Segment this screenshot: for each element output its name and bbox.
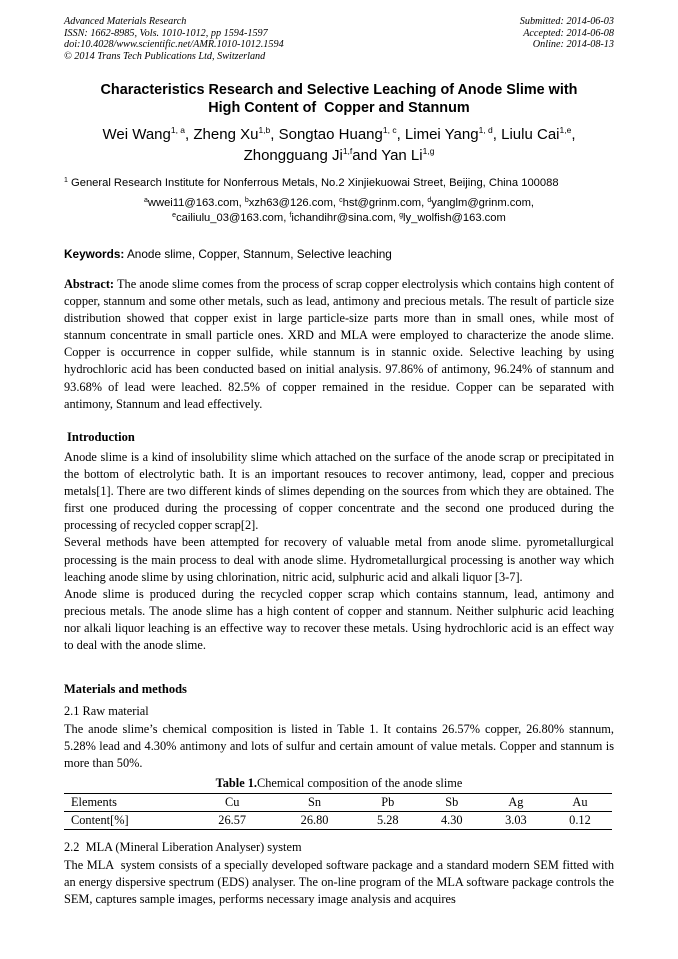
issn-line: ISSN: 1662-8985, Vols. 1010-1012, pp 1594-1597 [64,27,268,39]
table-cell: Content[%] [64,812,191,830]
journal-info [64,16,284,62]
paper-title [50,81,628,117]
keywords [64,247,392,261]
email: $^c$hst@grinm.com, [339,197,428,209]
paragraph: Anode slime is produced during the recycled copper scrap which contains stannum, lead, antimony and precious metals. The anode slime has a high content of copper and stannum. Neither sulphuric acid leaching nor alkali liquor leaching is an effective way to recover these metals. Using hydrochloric acid is an effect way to deal with the anode slime. [64,586,614,653]
keywords-label: Keywords: [64,247,125,261]
keywords-text: Anode slime, Copper, Stannum, Selective leaching [124,247,392,261]
title-line-1: Characteristics Research and Selective Leaching of Anode Slime with [100,82,578,98]
title-line-2: High Content of Copper and Stannum [208,100,470,116]
email: $^a$wwei11@163.com, [144,197,245,209]
table-caption-text: Chemical composition of the anode slime [257,776,463,790]
table-cell: 4.30 [420,812,484,830]
table-cell: 5.28 [356,812,420,830]
author: Songtao Huang$^{1, c}$, [278,125,405,143]
abstract [64,276,614,413]
affiliation: $^1$ General Research Institute for Nonferrous Metals, No.2 Xinjiekuowai Street, Beijing, China 100088 [64,177,559,189]
paragraph: Several methods have been attempted for recovery of valuable metal from anode slime. pyrometallurgical processing is the main process to deal with anode slime. Hydrometallurgical processing is another way which leaching anode slime by using chlorination, nitric acid, sulphuric acid and alkali liquor [3-7]. [64,535,614,584]
table-cell: 3.03 [484,812,548,830]
paragraph: The anode slime’s chemical composition is listed in Table 1. It contains 26.57% copper, 26.80% stannum, 5.28% lead and 4.30% antimony and lots of sulfur and certain amount of value metals. Copper and stannum is more than 50%. [64,722,614,771]
table-header-cell: Elements [64,794,191,812]
email: $^g$ly_wolfish@163.com [399,211,506,224]
introduction-body [64,449,614,654]
email: $^b$xzh63@126.com, [244,197,340,209]
doi-line: doi:10.4028/www.scientific.net/AMR.1010-1012.1594 [64,39,284,51]
table-header-cell: Sb [420,794,484,812]
publication-dates [480,16,614,51]
table-caption-label: Table 1. [215,776,258,790]
table-header-cell: Sn [273,794,355,812]
table-header-cell: Pb [356,794,420,812]
table-cell: 0.12 [548,812,612,830]
paragraph: Anode slime is a kind of insolubility slime which attached on the surface of the anode scrap or precipitated in the bottom of electrolytic bath. It is an important resouces to recover antimony, lead, copper and precious metals[1]. There are two different kinds of slimes depending on the sources from which they are obtained. The first one produced during the processing of copper concentrate and the second one produced during the processing of recycled copper scrap[2]. [64,450,614,533]
submitted-date: Submitted: 2014-06-03 [519,16,614,27]
author: Zheng Xu$^{1,b}$, [193,125,279,143]
author: Limei Yang$^{1, d}$, [404,125,502,143]
table-header-cell: Cu [191,794,273,812]
composition-table [64,793,612,830]
table-cell: 26.57 [191,812,273,830]
accepted-date: Accepted: 2014-06-08 [523,27,614,39]
author: Zhongguang Ji$^{1,f}$ [243,146,353,164]
author: Wei Wang$^{1, a}$, [102,125,194,143]
raw-material-text [64,721,614,772]
author: and Yan Li$^{1,g}$ [352,146,435,164]
table-header-row [64,794,612,812]
table-row [64,812,612,830]
subsection-mla: 2.2 MLA (Mineral Liberation Analyser) system [64,840,302,854]
abstract-label: Abstract: [64,277,115,291]
mla-text [64,857,618,908]
author: Liulu Cai$^{1,e}$, [501,125,576,143]
author-list [60,124,618,166]
subsection-raw-material: 2.1 Raw material [64,704,149,718]
section-heading-materials: Materials and methods [64,682,187,696]
section-heading-introduction: Introduction [67,430,135,444]
journal-name: Advanced Materials Research [64,16,187,27]
table-cell: 26.80 [273,812,355,830]
table-caption [64,776,614,791]
email: $^e$cailiulu_03@163.com, [172,211,290,224]
author-emails [64,196,614,225]
table-header-cell: Au [548,794,612,812]
copyright-line: © 2014 Trans Tech Publications Ltd, Switzerland [64,50,266,62]
email: $^f$ichandihr@sina.com, [289,211,400,224]
online-date: Online: 2014-08-13 [532,39,614,51]
abstract-text: The anode slime comes from the process of scrap copper electrolysis which contains high content of copper, stannum and some other metals, such as lead, antimony and precious metals. The result of particle size distribution showed that copper exist in large particle-size parts more than in small ones, while most of stannum concentrate in small particle ones. XRD and MLA were employed to characterize the anode slime. Copper is occurrence in copper sulfide, while stannum is in stannic oxide. Selective leaching by using hydrochloric acid has been conducted based on initial analysis. 97.86% of antimony, 96.24% of stannum and 93.68% of lead were leached. 82.5% of copper remained in the residue. Copper can be separated with antimony, Stannum and lead effectively. [64,277,614,411]
paragraph: The MLA system consists of a specially developed software package and a standard modern SEM fitted with an energy dispersive spectrum (EDS) analyser. The on-line program of the MLA software package controls the SEM, captures sample images, performs necessary image analysis and acquires [64,858,618,907]
email: $^d$yanglm@grinm.com, [427,197,534,209]
table-header-cell: Ag [484,794,548,812]
